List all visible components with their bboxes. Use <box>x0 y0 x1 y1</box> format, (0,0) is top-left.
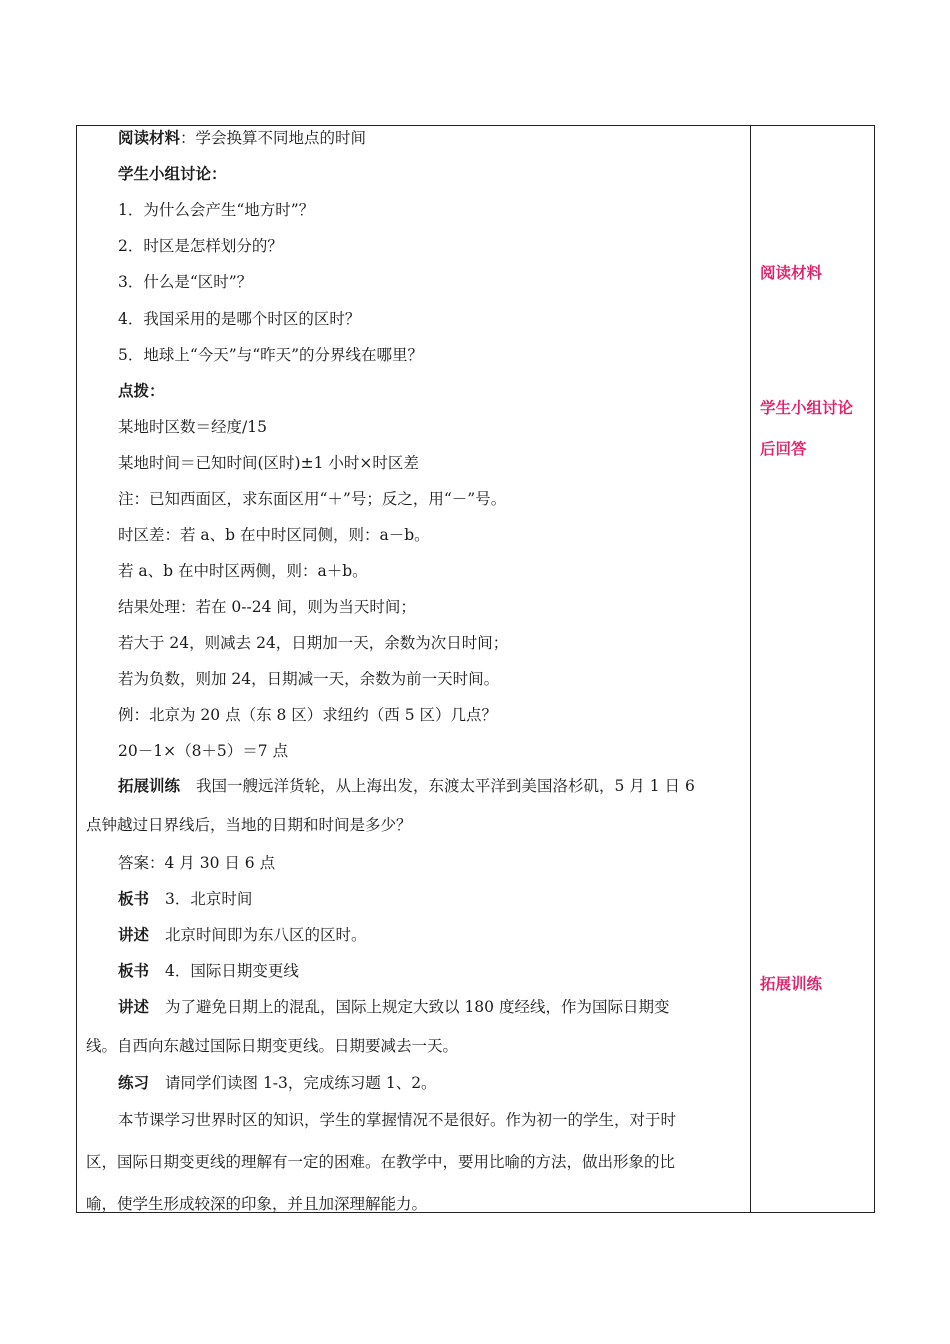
example-answer: 20－1×（8＋5）＝7 点 <box>118 742 289 760</box>
narrate-2-label: 讲述 <box>118 997 150 1016</box>
extension-text-1: 我国一艘远洋货轮，从上海出发，东渡太平洋到美国洛杉矶，5 月 1 日 6 <box>196 777 695 795</box>
practice-line <box>118 1073 437 1093</box>
sidebar-discussion: 学生小组讨论 <box>760 399 854 417</box>
narrate-2-text-1: 为了避免日期上的混乱，国际上规定大致以 180 度经线，作为国际日期变 <box>165 998 670 1016</box>
sidebar-answer: 后回答 <box>760 440 807 458</box>
extension-line-1 <box>118 776 695 796</box>
tip-line: 结果处理：若在 0--24 间，则为当天时间； <box>118 598 416 616</box>
reading-text: ：学会换算不同地点的时间 <box>180 129 367 147</box>
tip-line: 若 a、b 在中时区两侧，则：a＋b。 <box>118 562 368 580</box>
narrate-1 <box>118 925 367 945</box>
reading-line <box>118 128 366 148</box>
tips-label: 点拨： <box>118 381 165 400</box>
tip-line: 某地时间＝已知时间(区时)±1 小时×时区差 <box>118 454 419 472</box>
practice-label: 练习 <box>118 1073 150 1092</box>
tip-line: 若为负数，则加 24，日期减一天，余数为前一天时间。 <box>118 670 500 688</box>
sidebar-extension: 拓展训练 <box>760 975 823 993</box>
question-5: 5．地球上“今天”与“昨天”的分界线在哪里？ <box>118 346 424 364</box>
tip-line: 某地时区数＝经度/15 <box>118 418 267 436</box>
board-1-label: 板书 <box>118 889 150 908</box>
board-2 <box>118 961 299 981</box>
narrate-2-text-2: 线。自西向东越过国际日期变更线。日期要减去一天。 <box>86 1037 459 1055</box>
extension-label: 拓展训练 <box>118 776 181 795</box>
tip-line: 注：已知西面区，求东面区用“＋”号；反之，用“－”号。 <box>118 490 507 508</box>
narrate-1-text: 北京时间即为东八区的区时。 <box>165 926 367 944</box>
extension-text-2: 点钟越过日界线后，当地的日期和时间是多少？ <box>86 816 412 834</box>
sidebar-reading: 阅读材料 <box>760 264 823 282</box>
board-1-text: 3．北京时间 <box>165 890 253 908</box>
board-2-label: 板书 <box>118 961 150 980</box>
reflection-line-1: 本节课学习世界时区的知识，学生的掌握情况不是很好。作为初一的学生，对于时 <box>118 1111 677 1129</box>
question-1: 1．为什么会产生“地方时”？ <box>118 201 315 219</box>
question-3: 3．什么是“区时”？ <box>118 273 253 291</box>
practice-text: 请同学们读图 1-3，完成练习题 1、2。 <box>165 1074 437 1092</box>
reflection-line-3: 喻，使学生形成较深的印象，并且加深理解能力。 <box>86 1195 428 1213</box>
question-4: 4．我国采用的是哪个时区的区时？ <box>118 310 361 328</box>
extension-answer: 答案：4 月 30 日 6 点 <box>118 854 276 872</box>
tip-line: 时区差：若 a、b 在中时区同侧，则：a－b。 <box>118 526 430 544</box>
question-2: 2．时区是怎样划分的？ <box>118 237 283 255</box>
board-2-text: 4．国际日期变更线 <box>165 962 299 980</box>
narrate-2-line-1 <box>118 997 669 1017</box>
board-1 <box>118 889 252 909</box>
tip-line: 若大于 24，则减去 24，日期加一天，余数为次日时间； <box>118 634 509 652</box>
example-line: 例：北京为 20 点（东 8 区）求纽约（西 5 区）几点？ <box>118 706 498 724</box>
reading-label: 阅读材料 <box>118 128 181 147</box>
discussion-label: 学生小组讨论： <box>118 164 227 183</box>
narrate-1-label: 讲述 <box>118 925 150 944</box>
reflection-line-2: 区，国际日期变更线的理解有一定的困难。在教学中，要用比喻的方法，做出形象的比 <box>86 1153 676 1171</box>
